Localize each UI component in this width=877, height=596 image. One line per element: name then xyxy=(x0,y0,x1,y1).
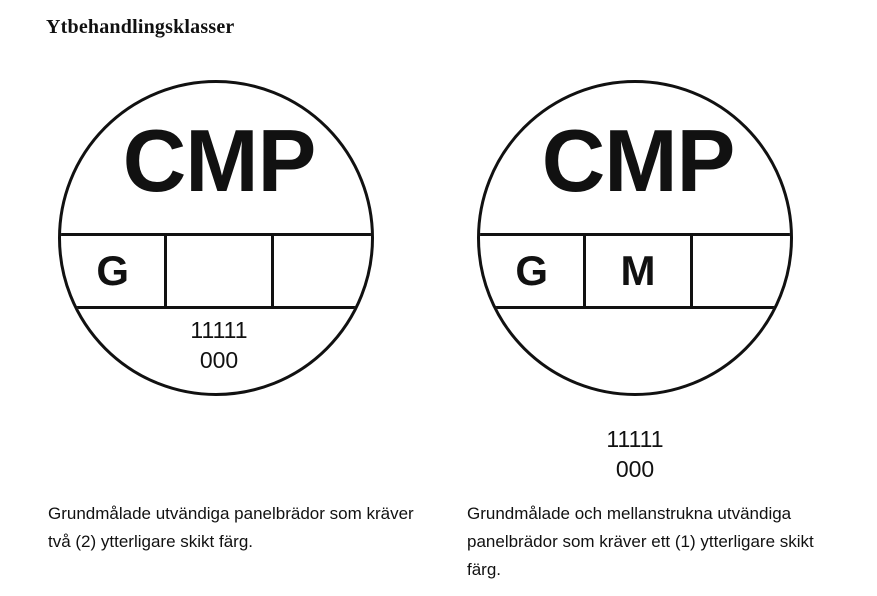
stamp-number xyxy=(477,424,793,484)
class-cell xyxy=(271,236,374,306)
stamp-mark-right xyxy=(477,80,797,400)
page-title: Ytbehandlingsklasser xyxy=(46,16,235,38)
class-cell: G xyxy=(96,247,129,294)
stamp-mark-text: CMP xyxy=(122,111,316,210)
class-cell-row xyxy=(61,233,374,309)
class-cell xyxy=(164,236,270,306)
stamp-mark-text: CMP xyxy=(541,111,735,210)
class-cell: M xyxy=(583,236,689,306)
class-cell-row xyxy=(480,233,793,309)
stamp-circle-outline xyxy=(477,80,793,396)
class-cell: G xyxy=(515,247,548,294)
stamp-mark-left xyxy=(58,80,378,400)
caption-right: Grundmålade och mellanstrukna utvändiga panelbrädor som kräver ett (1) ytterligare skikt färg. xyxy=(467,504,814,579)
stamp-number xyxy=(61,315,374,375)
stamp-circle-outline xyxy=(58,80,374,396)
stamp-number-line1: 11111 xyxy=(190,317,248,343)
stamp-number-line1: 11111 xyxy=(606,426,664,452)
stamp-number-line2: 000 xyxy=(615,456,655,482)
stamp-number-line2: 000 xyxy=(199,347,239,373)
caption-left: Grundmålade utvändiga panelbrädor som kräver två (2) ytterligare skikt färg. xyxy=(48,504,414,551)
class-cell xyxy=(690,236,793,306)
